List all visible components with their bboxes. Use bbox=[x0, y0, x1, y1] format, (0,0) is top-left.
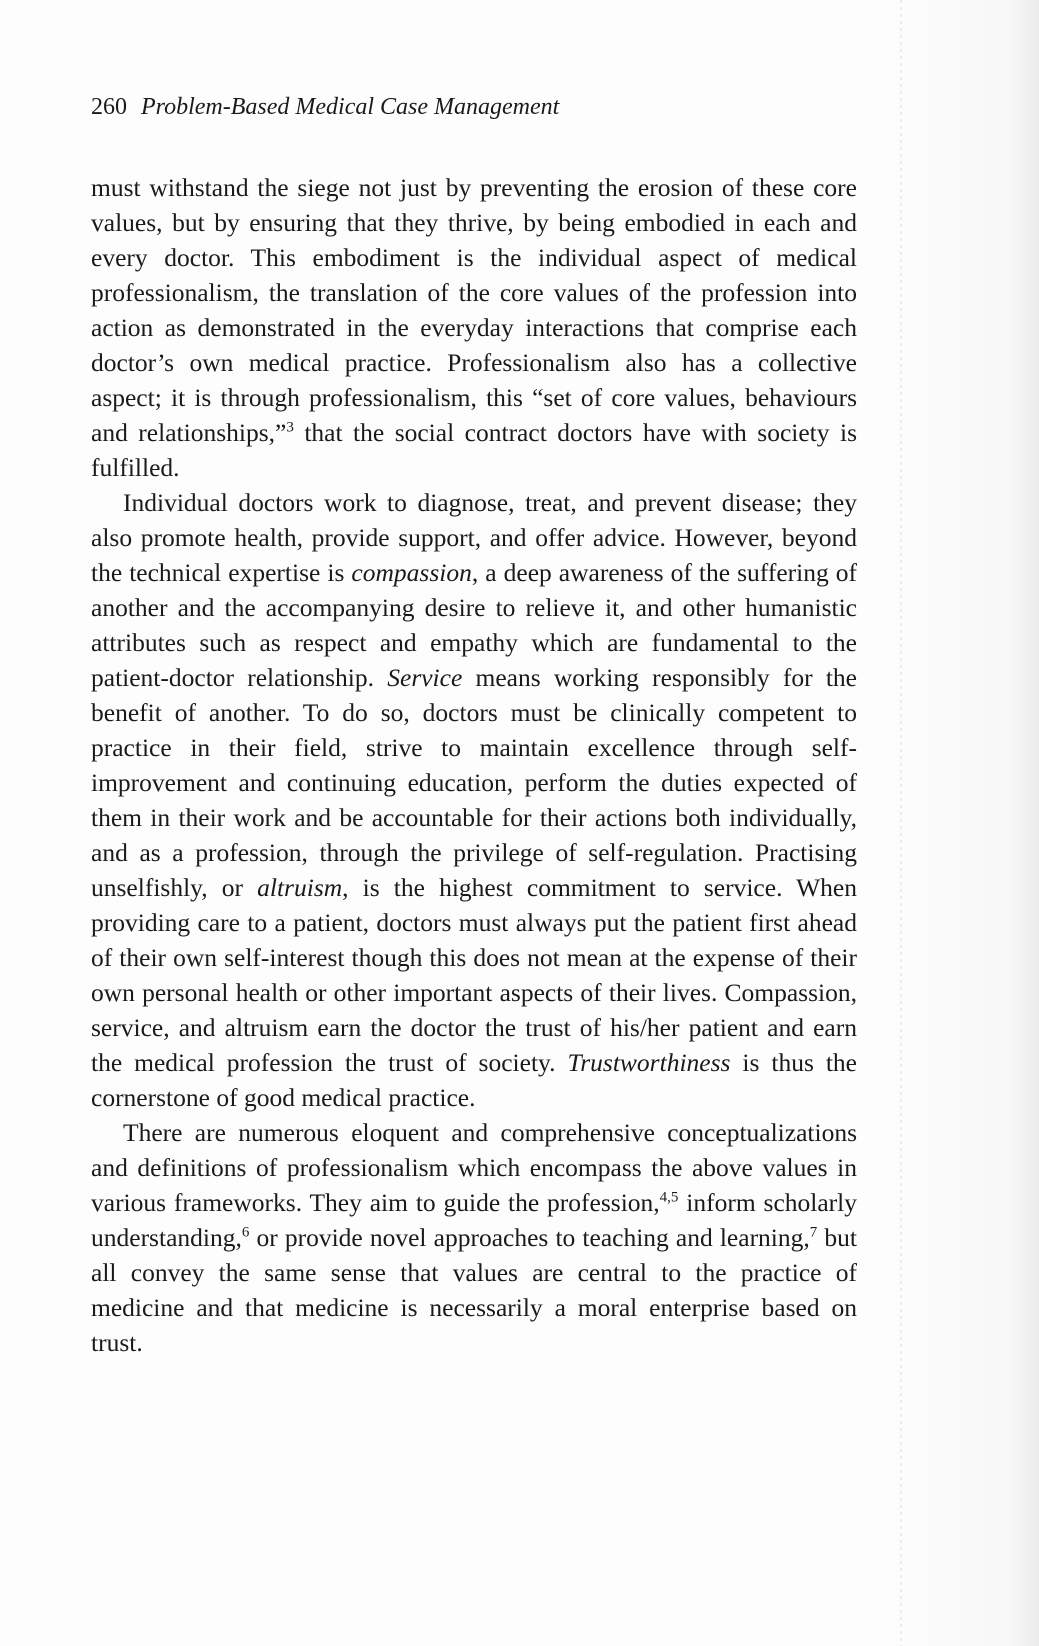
paragraph-text: must withstand the siege not just by preventing the erosion of these core values, but by ensuring that they thrive, by being embodied in each and every doctor. This embodiment is the individual aspect of medical professionalism, the translation of the core values of the profession into action as demonstrated in the everyday interactions that comprise each doctor’s own medical practice. Professionalism also has a collective aspect; it is through professionalism, this “set of core values, behaviours and relationships,” bbox=[91, 173, 857, 447]
emphasized-term: compassion bbox=[351, 558, 472, 587]
emphasized-term: Service bbox=[387, 663, 463, 692]
paragraph bbox=[91, 170, 857, 485]
paragraph-text: , a deep awareness of the suffering of another and the accompanying desire to relieve it, and other humanistic attributes such as respect and empathy which are fundamental to the patient-doctor relationship. bbox=[91, 558, 857, 692]
paragraph-text: , is the highest commitment to service. When providing care to a patient, doctors must always put the patient first ahead of their own self-interest though this does not mean at the expense of their own personal health or other important aspects of their lives. Compassion, service, and altruism earn the doctor the trust of his/her patient and earn the medical profession the trust of society. bbox=[91, 873, 858, 1077]
footnote-reference: 6 bbox=[241, 1224, 250, 1241]
paragraph bbox=[91, 1115, 857, 1360]
scan-artifact-line bbox=[900, 0, 902, 1646]
footnote-reference: 4,5 bbox=[659, 1189, 679, 1206]
paragraph-text: means working responsibly for the benefit of another. To do so, doctors must be clinically competent to practice in their field, strive to maintain excellence through self-improvement and continuing education, perform the duties expected of them in their work and be accountable for their actions both individually, and as a profession, through the privilege of self-regulation. Practising unselfishly, or bbox=[91, 663, 857, 902]
paragraph-text: is thus the cornerstone of good medical practice. bbox=[91, 1048, 857, 1112]
emphasized-term: altruism bbox=[257, 873, 343, 902]
paragraph-text: Individual doctors work to diagnose, treat, and prevent disease; they also promote health, provide support, and offer advice. However, beyond the technical expertise is bbox=[91, 488, 857, 587]
page-number: 260 bbox=[91, 94, 127, 120]
paragraph-text: There are numerous eloquent and comprehensive conceptualizations and definitions of professionalism which encompass the above values in various frameworks. They aim to guide the profession, bbox=[91, 1118, 857, 1217]
emphasized-term: Trustworthiness bbox=[567, 1048, 731, 1077]
footnote-reference: 7 bbox=[809, 1224, 818, 1241]
scan-shadow bbox=[889, 0, 1039, 1646]
body-text bbox=[91, 170, 857, 1360]
running-title: Problem-Based Medical Case Management bbox=[141, 94, 560, 120]
paragraph-text: or provide novel approaches to teaching and learning, bbox=[249, 1223, 810, 1252]
paragraph-text: inform scholarly understanding, bbox=[91, 1188, 857, 1252]
paragraph-text: but all convey the same sense that values are central to the practice of medicine and that medicine is necessarily a moral enterprise based on trust. bbox=[91, 1223, 857, 1357]
paragraph bbox=[91, 485, 857, 1115]
paragraph-text: that the social contract doctors have with society is fulfilled. bbox=[91, 418, 858, 482]
running-header bbox=[91, 92, 559, 122]
footnote-reference: 3 bbox=[286, 419, 294, 436]
